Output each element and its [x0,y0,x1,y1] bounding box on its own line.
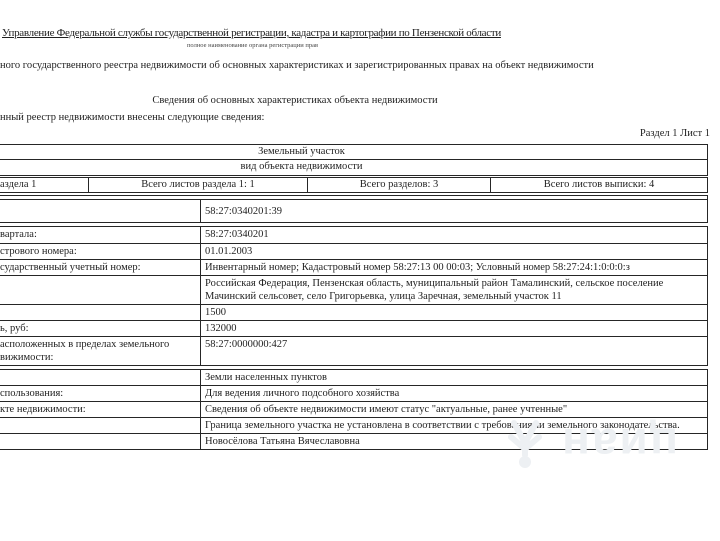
table-row [0,227,707,243]
field-value: 58:27:0000000:427 [200,337,707,365]
field-label-fragment: вартала: [0,229,37,240]
authority-caption: полное наименование органа регистрации прав [186,42,319,49]
field-label-fragment: кте недвижимости: [0,404,86,415]
table-row [0,200,707,222]
land-category-value: Земли населенных пунктов [200,370,707,385]
field-value: Инвентарный номер; Кадастровый номер 58:27:13 00 00:03; Условный номер 58:27:24:1:0:0:0:з [200,260,707,275]
area-value: 1500 [200,305,707,320]
field-label-fragment [0,276,200,304]
sheet-cell-total-extract-sheets: Всего листов выписки: 4 [490,178,707,192]
field-label-fragment: ь, руб: [0,323,29,334]
table-row [0,385,707,401]
field-label-fragment: стрового номера: [0,246,77,257]
field-label-fragment [0,305,200,320]
field-label-fragment [0,200,200,222]
table-row [0,370,707,385]
object-type-value: Земельный участок [0,145,707,160]
table-row [0,417,707,433]
record-status-value: Сведения об объекте недвижимости имеют статус "актуальные, ранее учтенные" [200,402,707,417]
table-row [0,275,707,304]
object-type-caption: вид объекта недвижимости [240,161,363,172]
field-label-fragment [0,337,200,365]
table-row [0,320,707,336]
status-section [0,369,708,450]
authority-name: Управление Федеральной службы государственной регистрации, кадастра и картографии по Пензенской области [2,27,501,39]
table-row [0,304,707,320]
sheet-cell-section-fragment: аздела 1 [0,179,37,190]
watermark-text: циан [560,419,678,471]
sheets-summary-row [0,177,708,193]
recipient-name-value: Новосёлова Татьяна Вячеславовна [200,434,707,449]
field-label-fragment [0,418,200,433]
object-type-table [0,144,708,176]
special-notes-value: Граница земельного участка не установлена в соответствии с требованиями земельного законодательства. [200,418,707,433]
permitted-use-value: Для ведения личного подсобного хозяйства [200,386,707,401]
cadastral-cost-value: 132000 [200,321,707,336]
field-label-line1: асположенных в пределах земельного [0,339,170,350]
field-value: 58:27:0340201 [200,227,707,243]
main-characteristics-section [0,226,708,366]
extract-title-fragment: ного государственного реестра недвижимости об основных характеристиках и зарегистрированных правах на объект недвижимости [0,60,594,71]
table-row [0,433,707,449]
field-label-fragment: сударственный учетный номер: [0,262,141,273]
table-row [0,243,707,259]
field-label-fragment [0,434,200,449]
sheet-cell-total-sections: Всего разделов: 3 [307,178,490,192]
field-value: 01.01.2003 [200,244,707,259]
cadastral-number-value: 58:27:0340201:39 [200,200,707,222]
table-row [0,336,707,365]
section-heading: Сведения об основных характеристиках объекта недвижимости [152,95,438,106]
address-value: Российская Федерация, Пензенская область, муниципальный район Тамалинский, сельское поселение Мачинский сельсовет, село Григорьевка, улица Заречная, земельный участок 11 [200,276,707,304]
cadastral-number-section [0,200,708,223]
intro-line-fragment: нный реестр недвижимости внесены следующие сведения: [0,112,265,123]
table-row [0,401,707,417]
characteristics-table [0,195,708,450]
field-label-fragment: спользования: [0,388,64,399]
section-sheet-label: Раздел 1 Лист 1 [639,128,710,139]
field-label-line2: вижимости: [0,352,54,363]
table-row [0,259,707,275]
field-label-fragment [0,370,200,385]
sheet-cell-total-sheets-of-section: Всего листов раздела 1: 1 [88,178,307,192]
